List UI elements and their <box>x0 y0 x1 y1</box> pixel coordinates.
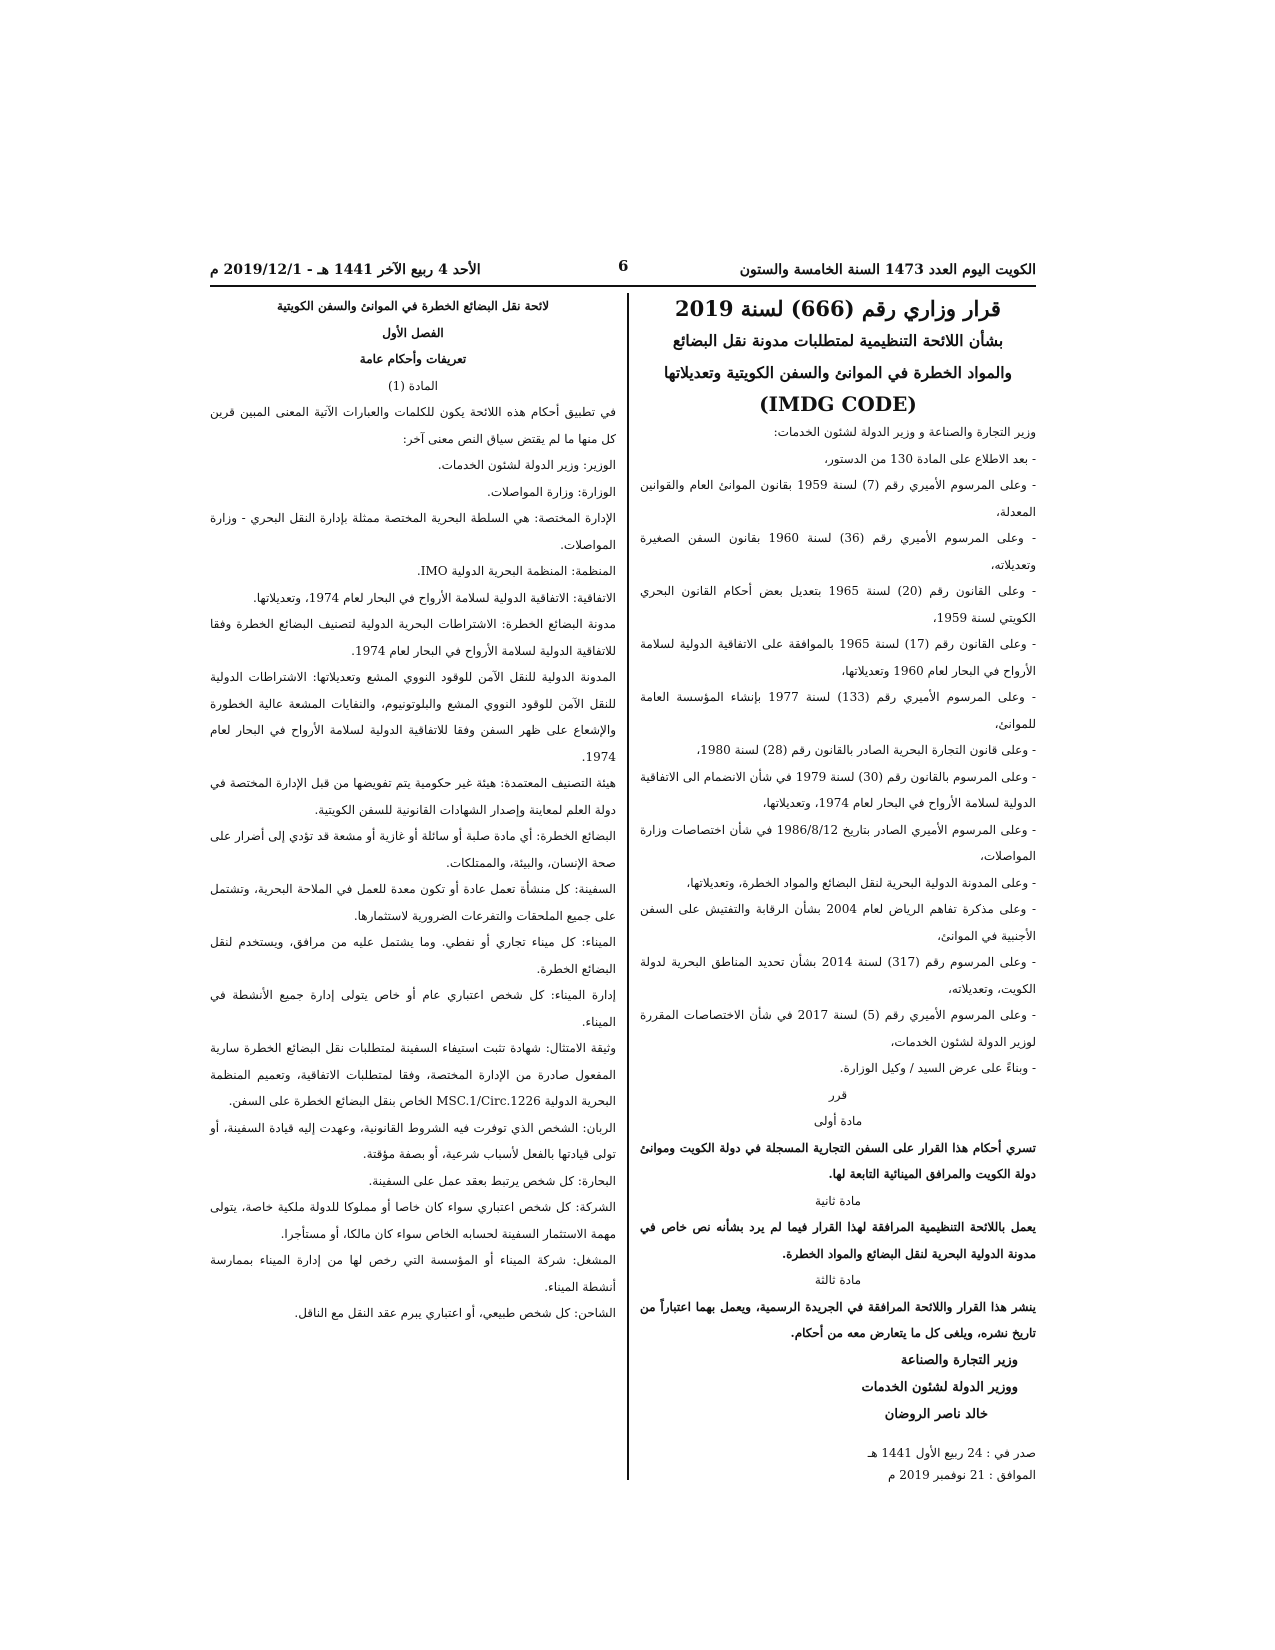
recital: - وعلى المدونة الدولية البحرية لنقل البضائع والمواد الخطرة، وتعديلاتها، <box>686 875 1036 890</box>
recital: - وعلى المرسوم الأميري رقم (36) لسنة 1960 بقانون السفن الصغيرة وتعديلاته، <box>640 531 1036 572</box>
article-heading: المادة (1) <box>387 378 439 393</box>
article-text: ينشر هذا القرار واللائحة المرافقة في الجريدة الرسمية، ويعمل بهما اعتباراً من تاريخ نشره، ويلغى كل ما يتعارض معه من أحكام. <box>640 1299 1036 1340</box>
corresponding-date: الموافق : 21 نوفمبر 2019 م <box>887 1467 1036 1482</box>
definition: المنظمة: المنظمة البحرية الدولية IMO. <box>416 564 616 578</box>
decree-column <box>640 293 1036 1486</box>
header-rule <box>210 285 1036 287</box>
recital: - وعلى المرسوم رقم (317) لسنة 2014 بشأن تحديد المناطق البحرية لدولة الكويت، وتعديلاته، <box>640 955 1036 996</box>
signature-block <box>640 1347 1036 1428</box>
recital: - وعلى القانون رقم (20) لسنة 1965 بتعديل بعض أحكام القانون البحري الكويتي لسنة 1959، <box>640 584 1036 625</box>
decree-code: (IMDG CODE) <box>759 392 917 416</box>
definition: إدارة الميناء: كل شخص اعتباري عام أو خاص يتولى إدارة جميع الأنشطة في الميناء. <box>210 988 616 1029</box>
decided-heading: قرر <box>828 1087 848 1102</box>
article-heading: مادة ثانية <box>815 1193 861 1208</box>
definition: مدونة البضائع الخطرة: الاشتراطات البحرية الدولية لتصنيف البضائع الخطرة وفقا للاتفاقية الدولية لسلامة الأرواح في البحار لعام 1974. <box>210 617 616 658</box>
regulation-intro: في تطبيق أحكام هذه اللائحة يكون للكلمات والعبارات الآتية المعنى المبين قرين كل منها ما لم يقتض سياق النص معنى آخر: <box>210 405 616 446</box>
definition: السفينة: كل منشأة تعمل عادة أو تكون معدة للعمل في الملاحة البحرية، وتشتمل على جميع الملحقات والتفرعات الضرورية لاستثمارها. <box>210 882 616 923</box>
issue-dates <box>640 1442 1036 1486</box>
recital: - وعلى المرسوم الأميري رقم (7) لسنة 1959 بقانون الموانئ العام والقوانين المعدلة، <box>640 478 1036 519</box>
page-number: 6 <box>618 257 629 275</box>
decree-intro: وزير التجارة والصناعة و وزير الدولة لشئون الخدمات: <box>773 425 1036 439</box>
recital: - وبناءً على عرض السيد / وكيل الوزارة. <box>839 1061 1036 1075</box>
issued-date: صدر في : 24 ربيع الأول 1441 هـ <box>867 1445 1036 1460</box>
definition: الشركة: كل شخص اعتباري سواء كان خاصا أو مملوكا للدولة ملكية خاصة، يتولى مهمة الاستثمار السفينة لحسابه الخاص سواء كان مالكا، أو مستأجرا. <box>210 1200 616 1241</box>
article-heading: مادة أولى <box>813 1114 863 1128</box>
recital: - بعد الاطلاع على المادة 130 من الدستور، <box>824 451 1036 466</box>
regulation-title: لائحة نقل البضائع الخطرة في الموانئ والسفن الكويتية <box>276 299 550 313</box>
definition: الاتفاقية: الاتفاقية الدولية لسلامة الأرواح في البحار لعام 1974، وتعديلاتها. <box>252 590 616 605</box>
recital: - وعلى قانون التجارة البحرية الصادر بالقانون رقم (28) لسنة 1980، <box>696 743 1036 757</box>
signature-title-2: ووزير الدولة لشئون الخدمات <box>861 1379 1018 1395</box>
definition: المدونة الدولية للنقل الآمن للوقود النووي المشع وتعديلاتها: الاشتراطات الدولية للنقل الآمن للوقود النووي المشع والبلوتونيوم، والنفايات المشعة عالية الخطورة والإشعاع على ظهر السفن وفقا للاتفاقية الدولية لسلامة الأرواح في البحار لعام 1974. <box>210 670 616 764</box>
recital: - وعلى المرسوم بالقانون رقم (30) لسنة 1979 في شأن الانضمام الى الاتفاقية الدولية لسلامة الأرواح في البحار لعام 1974، وتعديلاتها، <box>640 769 1037 810</box>
article-heading: مادة ثالثة <box>814 1273 862 1287</box>
decree-subtitle-1: بشأن اللائحة التنظيمية لمتطلبات مدونة نقل البضائع <box>672 331 1004 350</box>
article-text: تسري أحكام هذا القرار على السفن التجارية المسجلة في دولة الكويت وموانئ دولة الكويت والمرافق المينائية التابعة لها. <box>640 1140 1036 1181</box>
definition: الوزارة: وزارة المواصلات. <box>487 484 616 499</box>
signature-title-1: وزير التجارة والصناعة <box>900 1352 1018 1368</box>
recital: - وعلى المرسوم الأميري رقم (133) لسنة 1977 بإنشاء المؤسسة العامة للموانئ، <box>640 690 1036 731</box>
definition: الإدارة المختصة: هي السلطة البحرية المختصة ممثلة بإدارة النقل البحري - وزارة المواصلات. <box>210 511 616 552</box>
article-text: يعمل باللائحة التنظيمية المرافقة لهذا القرار فيما لم يرد بشأنه نص خاص في مدونة الدولية البحرية لنقل البضائع والمواد الخطرة. <box>640 1220 1036 1261</box>
definition: المشغل: شركة الميناء أو المؤسسة التي رخص لها من إدارة الميناء بممارسة أنشطة الميناء. <box>210 1253 616 1294</box>
definition: البضائع الخطرة: أي مادة صلبة أو سائلة أو غازية أو مشعة قد تؤدي إلى أضرار على صحة الإنسان، والبيئة، والممتلكات. <box>210 829 616 870</box>
definition: البحارة: كل شخص يرتبط بعقد عمل على السفينة. <box>368 1173 616 1188</box>
definition: الوزير: وزير الدولة لشئون الخدمات. <box>437 458 616 472</box>
header-gazette-issue: الكويت اليوم العدد 1473 السنة الخامسة والستون <box>739 262 1036 278</box>
column-divider <box>627 293 629 1480</box>
definition: هيئة التصنيف المعتمدة: هيئة غير حكومية يتم تفويضها من قبل الإدارة المختصة في دولة العلم لمعاينة وإصدار الشهادات القانونية للسفن الكويتية. <box>210 776 616 817</box>
recital: - وعلى القانون رقم (17) لسنة 1965 بالموافقة على الاتفاقية الدولية لسلامة الأرواح في البحار لعام 1960 وتعديلاتها، <box>640 637 1036 678</box>
regulation-column <box>210 293 616 1327</box>
recital: - وعلى المرسوم الأميري الصادر بتاريخ 1986/8/12 في شأن اختصاصات وزارة المواصلات، <box>640 822 1036 863</box>
decree-title: قرار وزاري رقم (666) لسنة 2019 <box>675 296 1001 321</box>
recital: - وعلى مذكرة تفاهم الرياض لعام 2004 بشأن الرقابة والتفتيش على السفن الأجنبية في الموانئ، <box>640 902 1037 943</box>
definition: وثيقة الامتثال: شهادة تثبت استيفاء السفينة لمتطلبات نقل البضائع الخطرة سارية المفعول صادرة من الإدارة المختصة، وفقا لمتطلبات الاتفاقية، وتعميم المنظمة البحرية الدولية MSC.1/Circ.1226 الخاص بنقل البضائع الخطرة على السفن. <box>210 1041 616 1108</box>
chapter-heading: الفصل الأول <box>382 325 444 340</box>
definition: الربان: الشخص الذي توفرت فيه الشروط القانونية، وعهدت إليه قيادة السفينة، أو تولى قيادتها بالفعل لأسباب شرعية، أو بصفة مؤقتة. <box>210 1120 616 1161</box>
recital: - وعلى المرسوم الأميري رقم (5) لسنة 2017 في شأن الاختصاصات المقررة لوزير الدولة لشئون الخدمات، <box>640 1008 1036 1049</box>
chapter-title: تعريفات وأحكام عامة <box>359 352 467 366</box>
decree-subtitle-2: والمواد الخطرة في الموانئ والسفن الكويتية وتعديلاتها <box>663 363 1013 382</box>
header-date: الأحد 4 ربيع الآخر 1441 هـ - 2019/12/1 م <box>210 262 481 278</box>
signature-name: خالد ناصر الروضان <box>884 1406 988 1422</box>
definition: الميناء: كل ميناء تجاري أو نفطي. وما يشتمل عليه من مرافق، ويستخدم لنقل البضائع الخطرة. <box>210 935 616 976</box>
definition: الشاحن: كل شخص طبيعي، أو اعتباري يبرم عقد النقل مع الناقل. <box>294 1306 616 1320</box>
